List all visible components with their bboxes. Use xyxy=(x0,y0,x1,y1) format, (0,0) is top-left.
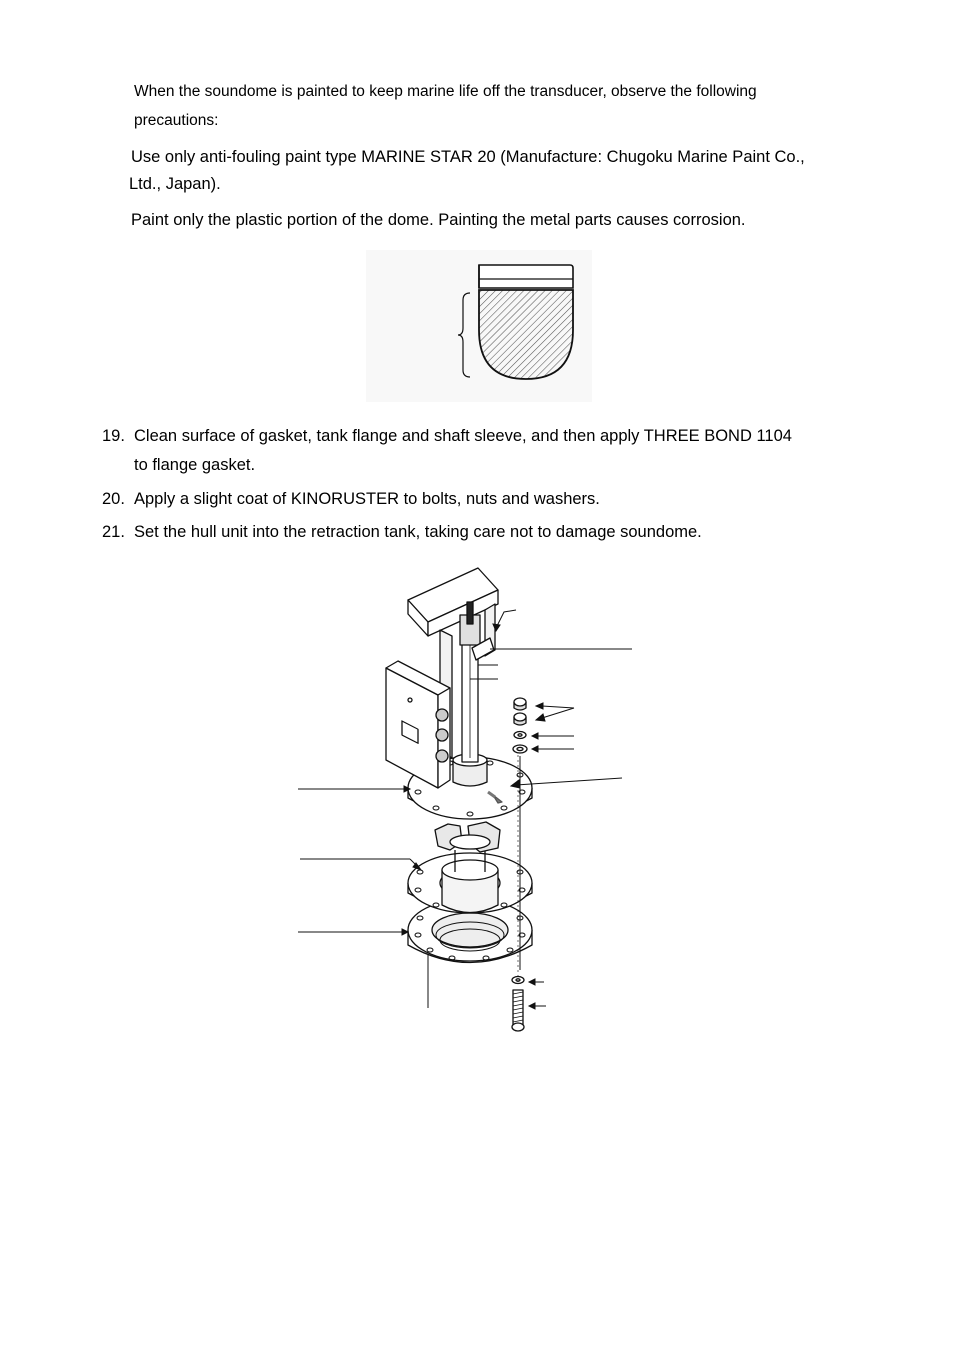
precaution-2-line-1: Paint only the plastic portion of the dome. Painting the metal parts causes corrosion. xyxy=(131,211,746,229)
step-19-number: 19. xyxy=(102,427,125,445)
step-21-number: 21. xyxy=(102,523,125,541)
step-21-line-1: Set the hull unit into the retraction tank, taking care not to damage soundome. xyxy=(134,523,702,541)
precaution-1-line-2: Ltd., Japan). xyxy=(129,175,221,193)
step-19-line-1: Clean surface of gasket, tank flange and shaft sleeve, and then apply THREE BOND 1104 xyxy=(134,427,792,445)
nuts-and-washers xyxy=(513,698,527,753)
step-20-number: 20. xyxy=(102,490,125,508)
bolt xyxy=(512,990,524,1031)
intro-line-1: When the soundome is painted to keep marine life off the transducer, observe the following xyxy=(134,83,757,100)
intro-line-2: precautions: xyxy=(134,112,219,129)
step-19-line-2: to flange gasket. xyxy=(134,456,256,474)
step-20-line-1: Apply a slight coat of KINORUSTER to bolts, nuts and washers. xyxy=(134,490,600,508)
soundome-figure xyxy=(366,250,592,402)
hull-unit-assembly-figure xyxy=(290,560,640,1040)
precaution-1-line-1: Use only anti-fouling paint type MARINE STAR 20 (Manufacture: Chugoku Marine Paint Co., xyxy=(131,148,805,166)
